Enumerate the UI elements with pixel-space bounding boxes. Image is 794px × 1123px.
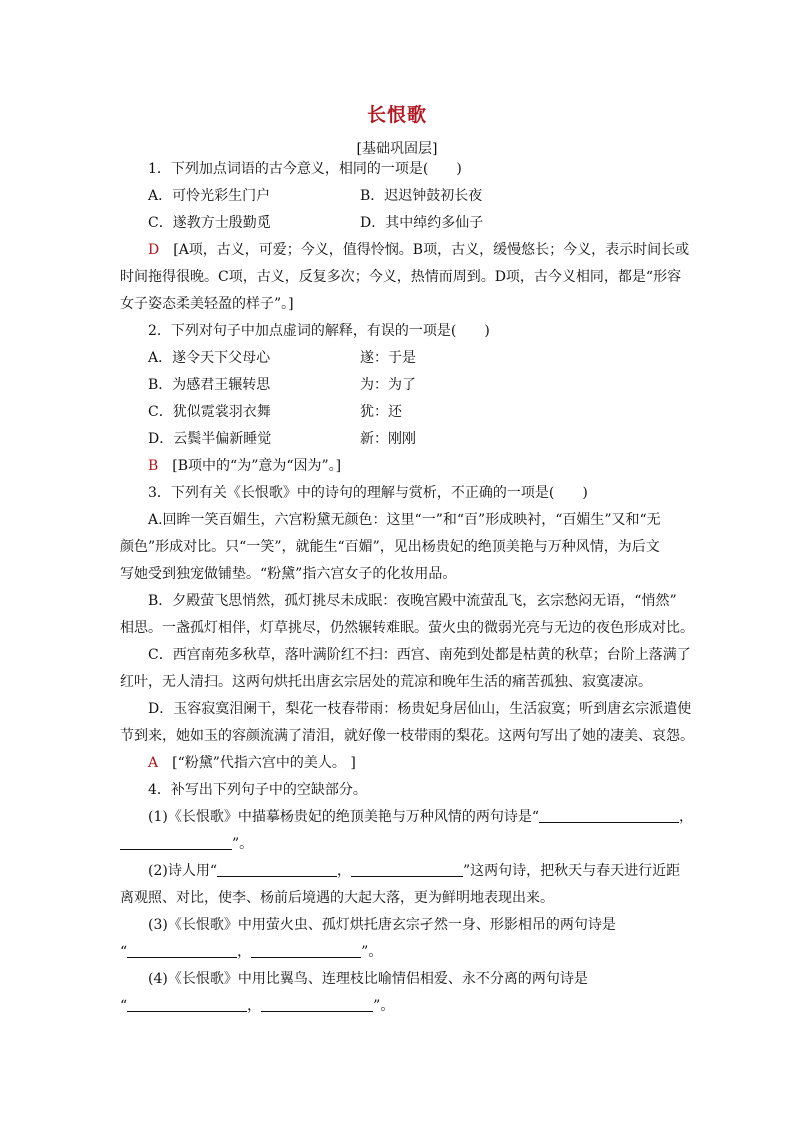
- q4-item-4-text-a: “: [120, 998, 128, 1014]
- q2-gloss-d: 新：刚刚: [360, 431, 416, 447]
- q4-item-4-blank-1[interactable]: [127, 995, 247, 1012]
- q4-item-1-blank-1[interactable]: [539, 806, 679, 823]
- q1-option-b: B．迟迟钟鼓初长夜: [360, 188, 483, 204]
- q4-item-1-text-c: ”。: [232, 836, 254, 852]
- q2-answer-letter: B: [148, 458, 159, 474]
- q4-item-2-line-2: 离观照、对比，使李、杨前后境遇的大起大落，更为鲜明地表现出来。: [120, 890, 554, 906]
- q3-option-a-line-2: 颜色”形成对比。只“一笑”，就能生“百媚”，见出杨贵妃的绝顶美艳与万种风情，为后文: [120, 539, 660, 555]
- q4-item-3-blank-1[interactable]: [127, 941, 237, 958]
- q4-item-4-line-1: (4)《长恨歌》中用比翼鸟、连理枝比喻情侣相爱、永不分离的两句诗是: [148, 971, 588, 987]
- q4-item-1-text-a: (1)《长恨歌》中描摹杨贵妃的绝顶美艳与万种风情的两句诗是“: [148, 809, 539, 825]
- q4-item-1-blank-2[interactable]: [120, 833, 232, 850]
- q4-item-1-line-2: [120, 831, 680, 858]
- q4-item-4-line-2: [120, 993, 680, 1020]
- q4-item-1-line-1: [120, 804, 693, 831]
- q3-option-b-line-1: B．夕殿萤飞思悄然，孤灯挑尽未成眠：夜晚宫殿中流萤乱飞，玄宗愁闷无语，“悄然”: [148, 593, 677, 609]
- q1-option-d: D．其中绰约多仙子: [360, 215, 484, 231]
- q4-item-3-text-c: ”。: [361, 944, 383, 960]
- q3-option-a-line-3: 写她受到独宠做铺垫。“粉黛”指六宫女子的化妆用品。: [120, 566, 457, 582]
- q4-stem: 4．补写出下列句子中的空缺部分。: [148, 782, 367, 798]
- q2-gloss-b: 为：为了: [360, 377, 416, 393]
- q3-explanation-text: [“粉黛”代指六宫中的美人。 ]: [172, 755, 356, 771]
- q2-option-c: C．犹似霓裳羽衣舞: [148, 404, 271, 420]
- q2-option-a: A．遂令天下父母心: [148, 350, 271, 366]
- q1-explanation-line-2: 时间拖得很晚。C项，古义，反复多次；今义，热情而周到。D项，古今义相同，都是“形容: [120, 269, 682, 285]
- q2-option-row-c: [120, 399, 680, 426]
- q4-item-2-text-a: (2)诗人用“: [148, 863, 217, 879]
- q4-item-4-text-b: ，: [247, 998, 262, 1014]
- q4-item-1-text-b: ，: [679, 809, 693, 825]
- page-title: 长恨歌: [366, 104, 427, 126]
- q1-answer-letter: D: [148, 242, 160, 258]
- q1-option-a: A．可怜光彩生门户: [148, 188, 271, 204]
- question-list: [120, 156, 694, 1020]
- q1-option-c: C．遂教方士殷勤觅: [148, 215, 271, 231]
- q3-option-c-line-2: 红叶，无人清扫。这两句烘托出唐玄宗居处的荒凉和晚年生活的痛苦孤独、寂寞凄凉。: [120, 674, 652, 690]
- q2-gloss-c: 犹：还: [360, 404, 402, 420]
- q3-answer-letter: A: [148, 755, 159, 771]
- q4-item-3-blank-2[interactable]: [251, 941, 361, 958]
- q2-option-row-d: [120, 426, 680, 453]
- q3-option-d-line-2: 节到来，她如玉的容颜流满了清泪，就好像一枝带雨的梨花。这两句写出了她的凄美、哀怨。: [120, 728, 694, 744]
- q4-item-3-text-a: “: [120, 944, 128, 960]
- q2-stem: 2．下列对句子中加点虚词的解释，有误的一项是( ): [148, 323, 490, 339]
- q4-item-2-line-1: [120, 858, 680, 885]
- q1-explanation-line-1: [120, 237, 690, 264]
- q4-item-3-line-2: [120, 939, 680, 966]
- q2-option-row-b: [120, 372, 680, 399]
- q4-item-4-text-c: ”。: [373, 998, 395, 1014]
- q3-option-a-line-1: A.回眸一笑百媚生，六宫粉黛无颜色：这里“一”和“百”形成映衬，“百媚生”又和“无: [148, 512, 661, 528]
- q4-item-4-blank-2[interactable]: [261, 995, 373, 1012]
- q1-explanation-text-1: [A项，古义，可爱；今义，值得怜悯。B项，古义，缓慢悠长；今义，表示时间长或: [173, 242, 690, 258]
- q3-option-c-line-1: C．西宫南苑多秋草，落叶满阶红不扫：西宫、南苑到处都是枯黄的秋草；台阶上落满了: [148, 647, 691, 663]
- q2-option-b: B．为感君王辗转思: [148, 377, 271, 393]
- q4-item-3-line-1: (3)《长恨歌》中用萤火虫、孤灯烘托唐玄宗孑然一身、形影相吊的两句诗是: [148, 917, 616, 933]
- q1-options-row-1: [120, 183, 680, 210]
- q2-explanation-text: [B项中的“为”意为“因为”。]: [172, 458, 342, 474]
- q3-option-d-line-1: D．玉容寂寞泪阑干，梨花一枝春带雨：杨贵妃身居仙山，生活寂寞；听到唐玄宗派遣使: [148, 701, 692, 717]
- q3-option-b-line-2: 相思。一盏孤灯相伴，灯草挑尽，仍然辗转难眠。萤火虫的微弱光亮与无边的夜色形成对比。: [120, 620, 694, 636]
- q4-item-2-blank-2[interactable]: [351, 860, 463, 877]
- q2-gloss-a: 遂：于是: [360, 350, 416, 366]
- q4-item-2-text-c: ”这两句诗，把秋天与春天进行近距: [463, 863, 681, 879]
- q2-option-row-a: [120, 345, 680, 372]
- q1-options-row-2: [120, 210, 680, 237]
- q4-item-2-blank-1[interactable]: [217, 860, 337, 877]
- q1-explanation-line-3: 女子姿态柔美轻盈的样子”。]: [120, 296, 294, 312]
- q4-item-3-text-b: ，: [237, 944, 252, 960]
- q2-option-d: D．云鬓半偏新睡觉: [148, 431, 272, 447]
- q3-stem: 3．下列有关《长恨歌》中的诗句的理解与赏析，不正确的一项是( ): [148, 485, 588, 501]
- q2-explanation: [120, 453, 680, 480]
- q1-stem: 1．下列加点词语的古今意义，相同的一项是( ): [148, 161, 462, 177]
- q3-explanation: [120, 750, 680, 777]
- section-heading: [基础巩固层]: [356, 141, 438, 157]
- q4-item-2-text-b: ，: [337, 863, 351, 879]
